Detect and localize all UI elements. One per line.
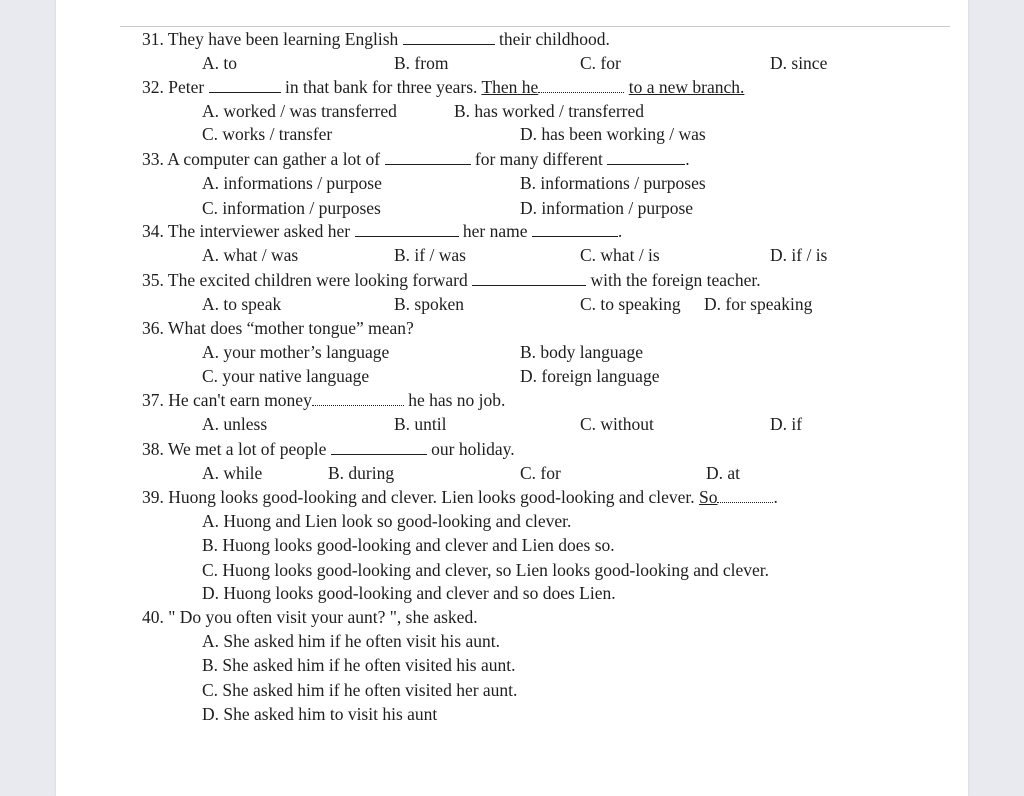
q34-option-b: B. if / was [394, 245, 466, 265]
q35-stem-part-1: 35. The excited children were looking forward [142, 270, 468, 290]
q34-option-a: A. what / was [202, 245, 299, 265]
q36-option-b: B. body language [520, 342, 643, 362]
q36-option-c: C. your native language [202, 366, 370, 386]
q37-stem-part-2: he has no job. [408, 390, 506, 410]
q32-stem-part-1: 32. Peter [142, 77, 205, 97]
q38-option-b: B. during [328, 463, 395, 483]
q32-blank-2 [538, 78, 624, 93]
q34-option-d: D. if / is [770, 245, 828, 265]
q40-option-b: B. She asked him if he often visited his aunt. [202, 655, 516, 675]
q34-stem-part-2: her name [462, 221, 528, 241]
q32-stem-part-2: in that bank for three years. [284, 77, 478, 97]
q34-option-c: C. what / is [580, 245, 660, 265]
q36-option-d: D. foreign language [520, 366, 660, 386]
q35-blank [472, 271, 586, 286]
question-39-stem [142, 487, 778, 507]
question-40-stem [142, 607, 478, 627]
q39-stem-end: . [773, 487, 778, 507]
q32-blank-1 [209, 78, 281, 93]
q33-stem-part-2: for many different [474, 149, 603, 169]
q38-option-d: D. at [706, 463, 741, 483]
q37-blank [312, 391, 404, 406]
q33-option-b: B. informations / purposes [520, 173, 706, 193]
question-33-stem [142, 149, 690, 169]
q38-stem-part-2: our holiday. [431, 439, 515, 459]
q33-option-d: D. information / purpose [520, 198, 694, 218]
q33-blank-2 [607, 150, 685, 165]
q33-stem-end: . [685, 149, 690, 169]
header-rule [120, 26, 950, 27]
q35-option-d: D. for speaking [704, 294, 813, 314]
q39-option-b: B. Huong looks good-looking and clever and Lien does so. [202, 535, 615, 555]
q37-option-b: B. until [394, 414, 447, 434]
q31-option-b: B. from [394, 53, 449, 73]
question-35-stem [142, 270, 761, 290]
question-36-stem: 36. What does “mother tongue” mean? [142, 318, 414, 338]
q31-stem-part-2: their childhood. [499, 29, 610, 49]
q38-option-c: C. for [520, 463, 561, 483]
q39-option-a: A. Huong and Lien look so good-looking and clever. [202, 511, 572, 531]
q31-option-a: A. to [202, 53, 237, 73]
q33-stem-part-1: 33. A computer can gather a lot of [142, 149, 381, 169]
q39-blank [717, 488, 773, 503]
q40-option-a: A. She asked him if he often visit his aunt. [202, 631, 500, 651]
q35-option-c: C. to speaking [580, 294, 681, 314]
q34-blank-1 [355, 222, 459, 237]
q40-stem-part-2: , she asked. [396, 607, 478, 627]
q38-stem-part-1: 38. We met a lot of people [142, 439, 327, 459]
q40-stem-part-1: 40. " Do you often visit your aunt? " [142, 607, 397, 627]
q38-option-a: A. while [202, 463, 263, 483]
q32-stem-part-4: to a new branch. [628, 77, 745, 97]
q31-option-c: C. for [580, 53, 621, 73]
q37-option-a: A. unless [202, 414, 268, 434]
question-32-stem [142, 77, 744, 97]
q31-stem-part-1: 31. They have been learning English [142, 29, 399, 49]
q39-option-d: D. Huong looks good-looking and clever and so does Lien. [202, 583, 616, 603]
q31-blank [403, 30, 495, 45]
q35-stem-part-2: with the foreign teacher. [590, 270, 761, 290]
q32-option-c: C. works / transfer [202, 124, 333, 144]
question-38-stem [142, 439, 515, 459]
q39-option-c: C. Huong looks good-looking and clever, so Lien looks good-looking and clever. [202, 560, 769, 580]
q38-blank [331, 440, 427, 455]
q32-option-a: A. worked / was transferred [202, 101, 397, 121]
q34-blank-2 [532, 222, 618, 237]
q39-stem-part-2: So [699, 487, 718, 507]
q37-option-d: D. if [770, 414, 803, 434]
q39-stem-part-1: 39. Huong looks good-looking and clever. Lien looks good-looking and clever. [142, 487, 695, 507]
q40-option-d: D. She asked him to visit his aunt [202, 704, 438, 724]
q33-option-a: A. informations / purpose [202, 173, 382, 193]
q37-option-c: C. without [580, 414, 654, 434]
q32-option-b: B. has worked / transferred [454, 101, 645, 121]
q33-blank-1 [385, 150, 471, 165]
q35-option-a: A. to speak [202, 294, 282, 314]
q32-stem-part-3: Then he [481, 77, 539, 97]
document-page [56, 0, 968, 796]
question-31-stem [142, 29, 610, 49]
q32-option-d: D. has been working / was [520, 124, 706, 144]
q34-stem-part-1: 34. The interviewer asked her [142, 221, 351, 241]
question-37-stem [142, 390, 505, 410]
q34-stem-end: . [617, 221, 623, 241]
q33-option-c: C. information / purposes [202, 198, 381, 218]
q40-option-c: C. She asked him if he often visited her aunt. [202, 680, 518, 700]
q37-stem-part-1: 37. He can't earn money [142, 390, 312, 410]
q36-option-a: A. your mother’s language [202, 342, 390, 362]
q31-option-d: D. since [770, 53, 828, 73]
q35-option-b: B. spoken [394, 294, 464, 314]
question-34-stem [142, 221, 622, 241]
